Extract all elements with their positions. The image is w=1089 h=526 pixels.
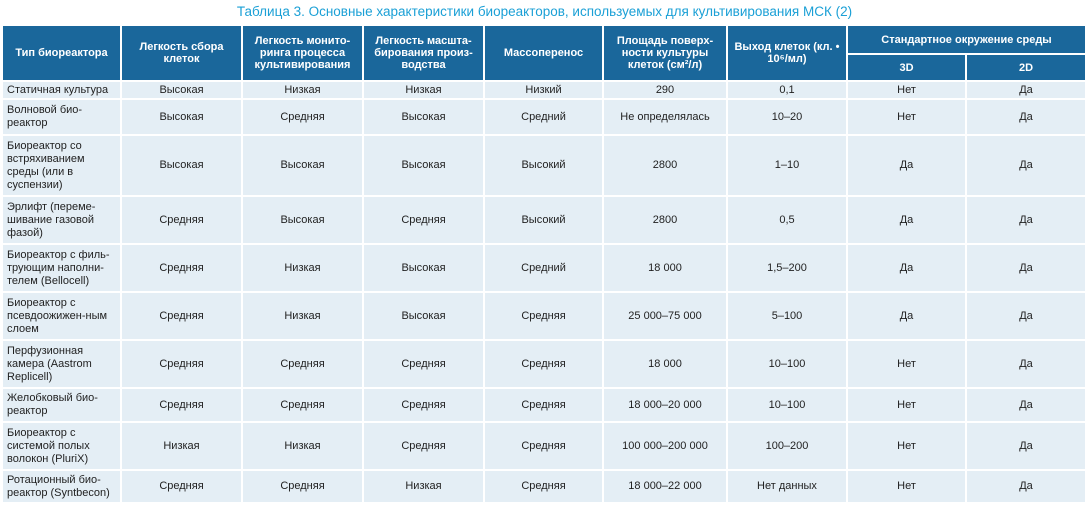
cell-mass-transfer: Средний [485,100,602,134]
bioreactor-table [1,24,1087,504]
cell-area: 18 000–20 000 [604,389,726,421]
table-title: Таблица 3. Основные характеристики биореакторов, используемых для культивирования МСК (2) [236,4,853,19]
table-row [3,197,1085,243]
cell-harvest: Средняя [122,471,241,502]
cell-monitoring: Средняя [243,471,362,502]
cell-type: Биореактор со встряхиванием среды (или в суспензии) [3,136,120,195]
table-row [3,100,1085,134]
table-row [3,423,1085,469]
header-yield: Выход клеток (кл. • 10⁶/мл) [728,26,846,80]
cell-monitoring: Средняя [243,341,362,387]
table-row [3,471,1085,502]
cell-env-3d: Нет [848,100,965,134]
cell-area: 18 000–22 000 [604,471,726,502]
cell-harvest: Средняя [122,197,241,243]
table-row [3,293,1085,339]
cell-env-3d: Нет [848,423,965,469]
cell-env-3d: Нет [848,471,965,502]
table-row [3,341,1085,387]
cell-type: Эрлифт (переме-шивание газовой фазой) [3,197,120,243]
cell-area: 25 000–75 000 [604,293,726,339]
cell-area: Не определялась [604,100,726,134]
cell-scaling: Средняя [364,389,483,421]
header-environment: Стандартное окружение среды [848,26,1085,53]
cell-harvest: Средняя [122,245,241,291]
cell-env-2d: Да [967,82,1085,98]
cell-monitoring: Средняя [243,100,362,134]
cell-env-2d: Да [967,389,1085,421]
cell-mass-transfer: Средняя [485,471,602,502]
cell-mass-transfer: Высокий [485,197,602,243]
cell-monitoring: Низкая [243,245,362,291]
cell-harvest: Средняя [122,341,241,387]
cell-harvest: Высокая [122,82,241,98]
cell-env-2d: Да [967,293,1085,339]
header-harvest: Легкость сбора клеток [122,26,241,80]
cell-yield: 100–200 [728,423,846,469]
header-env-3d: 3D [848,55,965,80]
cell-type: Статичная культура [3,82,120,98]
cell-area: 2800 [604,136,726,195]
cell-env-3d: Да [848,245,965,291]
cell-scaling: Низкая [364,471,483,502]
cell-env-2d: Да [967,245,1085,291]
cell-type: Перфузионная камера (Aastrom Replicell) [3,341,120,387]
cell-env-2d: Да [967,197,1085,243]
cell-mass-transfer: Средняя [485,389,602,421]
cell-env-2d: Да [967,471,1085,502]
header-type: Тип биореактора [3,26,120,80]
cell-env-2d: Да [967,341,1085,387]
cell-area: 100 000–200 000 [604,423,726,469]
cell-env-2d: Да [967,136,1085,195]
header-monitoring: Легкость монито-ринга процесса культивирования [243,26,362,80]
header-env-2d: 2D [967,55,1085,80]
cell-yield: 10–100 [728,389,846,421]
cell-monitoring: Низкая [243,423,362,469]
cell-yield: 1,5–200 [728,245,846,291]
cell-yield: 1–10 [728,136,846,195]
cell-harvest: Высокая [122,136,241,195]
header-scaling: Легкость масшта-бирования произ-водства [364,26,483,80]
cell-scaling: Высокая [364,245,483,291]
cell-mass-transfer: Средняя [485,423,602,469]
cell-mass-transfer: Высокий [485,136,602,195]
cell-area: 2800 [604,197,726,243]
cell-env-3d: Да [848,293,965,339]
cell-type: Желобковый био-реактор [3,389,120,421]
cell-type: Биореактор с филь-трующим наполни-телем (Bellocell) [3,245,120,291]
cell-harvest: Средняя [122,293,241,339]
cell-mass-transfer: Низкий [485,82,602,98]
cell-env-3d: Нет [848,389,965,421]
cell-scaling: Высокая [364,100,483,134]
cell-yield: 0,5 [728,197,846,243]
cell-yield: 0,1 [728,82,846,98]
cell-scaling: Средняя [364,197,483,243]
cell-area: 18 000 [604,245,726,291]
cell-scaling: Высокая [364,293,483,339]
header-row [3,26,1085,53]
table-row [3,136,1085,195]
cell-type: Ротационный био-реактор (Syntbecon) [3,471,120,502]
table-row [3,82,1085,98]
cell-monitoring: Высокая [243,197,362,243]
cell-scaling: Средняя [364,341,483,387]
cell-type: Биореактор с псевдоожижен-ным слоем [3,293,120,339]
cell-mass-transfer: Средняя [485,341,602,387]
cell-env-2d: Да [967,100,1085,134]
header-area: Площадь поверх-ности культуры клеток (см²/л) [604,26,726,80]
cell-env-2d: Да [967,423,1085,469]
cell-scaling: Средняя [364,423,483,469]
cell-area: 290 [604,82,726,98]
cell-type: Биореактор с системой полых волокон (PluriX) [3,423,120,469]
table-row [3,245,1085,291]
header-mass-transfer: Массоперенос [485,26,602,80]
cell-env-3d: Нет [848,82,965,98]
cell-scaling: Высокая [364,136,483,195]
cell-harvest: Средняя [122,389,241,421]
cell-monitoring: Низкая [243,82,362,98]
cell-monitoring: Средняя [243,389,362,421]
cell-monitoring: Высокая [243,136,362,195]
cell-yield: 10–100 [728,341,846,387]
cell-env-3d: Да [848,197,965,243]
cell-yield: 10–20 [728,100,846,134]
table-row [3,389,1085,421]
cell-scaling: Низкая [364,82,483,98]
cell-monitoring: Низкая [243,293,362,339]
cell-yield: Нет данных [728,471,846,502]
cell-area: 18 000 [604,341,726,387]
cell-yield: 5–100 [728,293,846,339]
cell-mass-transfer: Средняя [485,293,602,339]
cell-harvest: Высокая [122,100,241,134]
cell-harvest: Низкая [122,423,241,469]
cell-mass-transfer: Средний [485,245,602,291]
cell-type: Волновой био-реактор [3,100,120,134]
cell-env-3d: Нет [848,341,965,387]
cell-env-3d: Да [848,136,965,195]
